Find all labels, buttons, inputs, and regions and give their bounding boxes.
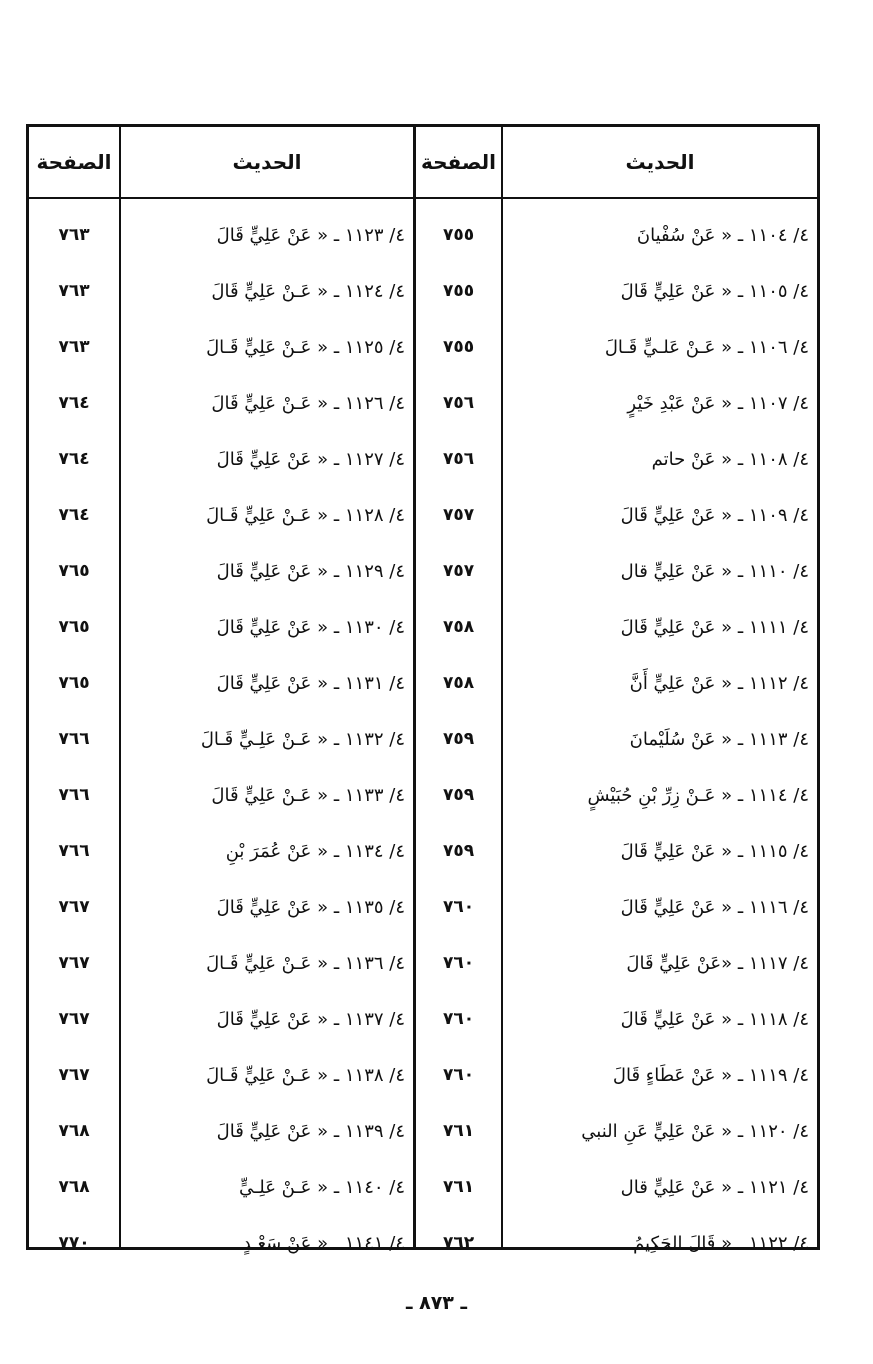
- right-page-cell: ٧٥٦: [442, 449, 475, 469]
- left-page-cell: ٧٦٧: [58, 897, 90, 917]
- table-row: [29, 1047, 817, 1103]
- left-page-cell: ٧٦٧: [58, 953, 90, 973]
- left-page-cell: ٧٧٠: [58, 1233, 90, 1253]
- index-table: [26, 124, 820, 1254]
- left-hadith-cell: ٤/ ١١٣٥ ـ « عَنْ عَلِيٍّ قَالَ: [216, 896, 405, 918]
- left-hadith-cell: ٤/ ١١٣٣ ـ « عَـنْ عَلِيٍّ قَالَ: [211, 784, 405, 806]
- left-page-cell: ٧٦٥: [58, 673, 90, 693]
- left-page-cell: ٧٦٣: [58, 337, 90, 357]
- table-row: [29, 1215, 817, 1271]
- left-hadith-cell: ٤/ ١١٣٦ ـ « عَـنْ عَلِيٍّ قَـالَ: [206, 952, 405, 974]
- left-hadith-cell: ٤/ ١١٢٣ ـ « عَنْ عَلِيٍّ قَالَ: [216, 224, 405, 246]
- left-page-cell: ٧٦٨: [58, 1121, 90, 1141]
- table-row: [29, 599, 817, 655]
- left-hadith-cell: ٤/ ١١٣٧ ـ « عَنْ عَلِيٍّ قَالَ: [216, 1008, 405, 1030]
- right-page-cell: ٧٦١: [442, 1177, 475, 1197]
- left-hadith-cell: ٤/ ١١٢٨ ـ « عَـنْ عَلِيٍّ قَـالَ: [206, 504, 405, 526]
- page-number: ـ ٨٧٣ ـ: [405, 1292, 467, 1314]
- table-row: [29, 543, 817, 599]
- right-hadith-cell: ٤/ ١١١٣ ـ « عَنْ سُلَيْمانَ: [629, 728, 809, 750]
- right-hadith-cell: ٤/ ١١٢٢ ـ « قَالَ الحَكِيمُ: [633, 1232, 809, 1254]
- table-row: [29, 711, 817, 767]
- left-page-cell: ٧٦٤: [58, 393, 90, 413]
- right-page-cell: ٧٦٢: [442, 1233, 475, 1253]
- right-page-cell: ٧٥٧: [442, 561, 475, 581]
- left-page-cell: ٧٦٤: [58, 505, 90, 525]
- header-page-left: الصفحة: [36, 150, 112, 174]
- right-hadith-cell: ٤/ ١١٠٨ ـ « عَنْ حاتم: [651, 448, 809, 470]
- left-page-cell: ٧٦٦: [58, 841, 90, 861]
- left-page-cell: ٧٦٤: [58, 449, 90, 469]
- right-page-cell: ٧٥٨: [442, 673, 475, 693]
- left-hadith-cell: ٤/ ١١٤٠ ـ « عَـنْ عَلِـيٍّ: [238, 1176, 405, 1198]
- right-hadith-cell: ٤/ ١١١٥ ـ « عَنْ عَلِيٍّ قَالَ: [620, 840, 809, 862]
- right-hadith-cell: ٤/ ١١٠٥ ـ « عَنْ عَلِيٍّ قَالَ: [620, 280, 809, 302]
- right-hadith-cell: ٤/ ١١١٠ ـ « عَنْ عَلِيٍّ قال: [620, 560, 809, 582]
- right-page-cell: ٧٥٩: [442, 729, 475, 749]
- table-row: [29, 767, 817, 823]
- header-hadith-left: الحديث: [232, 150, 302, 174]
- right-page-cell: ٧٥٩: [442, 841, 475, 861]
- right-hadith-cell: ٤/ ١١١١ ـ « عَنْ عَلِيٍّ قَالَ: [620, 616, 809, 638]
- right-page-cell: ٧٦٠: [442, 1009, 475, 1029]
- right-page-cell: ٧٥٥: [442, 281, 475, 301]
- right-page-cell: ٧٥٩: [442, 785, 475, 805]
- table-row: [29, 431, 817, 487]
- right-page-cell: ٧٥٥: [442, 337, 475, 357]
- right-hadith-cell: ٤/ ١١١٨ ـ « عَنْ عَلِيٍّ قَالَ: [620, 1008, 809, 1030]
- right-page-cell: ٧٥٥: [442, 225, 475, 245]
- table-row: [29, 935, 817, 991]
- right-hadith-cell: ٤/ ١١١٢ ـ « عَنْ عَلِيٍّ أَنَّ: [629, 672, 809, 694]
- left-hadith-cell: ٤/ ١١٤١ ـ « عَنْ سَعْـدٍ: [242, 1232, 405, 1254]
- left-hadith-cell: ٤/ ١١٣٠ ـ « عَنْ عَلِيٍّ قَالَ: [216, 616, 405, 638]
- right-hadith-cell: ٤/ ١١٢٠ ـ « عَنْ عَلِيٍّ عَنِ النبي: [581, 1120, 809, 1142]
- right-page-cell: ٧٥٨: [442, 617, 475, 637]
- right-hadith-cell: ٤/ ١١١٦ ـ « عَنْ عَلِيٍّ قَالَ: [620, 896, 809, 918]
- left-page-cell: ٧٦٨: [58, 1177, 90, 1197]
- left-page-cell: ٧٦٦: [58, 785, 90, 805]
- right-hadith-cell: ٤/ ١١٢١ ـ « عَنْ عَلِيٍّ قال: [620, 1176, 809, 1198]
- left-page-cell: ٧٦٧: [58, 1065, 90, 1085]
- left-page-cell: ٧٦٧: [58, 1009, 90, 1029]
- table-row: [29, 319, 817, 375]
- right-page-cell: ٧٥٧: [442, 505, 475, 525]
- right-hadith-cell: ٤/ ١١٠٧ ـ « عَنْ عَبْدِ خَيْرٍ: [627, 392, 809, 414]
- right-page-cell: ٧٦٠: [442, 897, 475, 917]
- right-hadith-cell: ٤/ ١١١٩ ـ « عَنْ عَطَاءٍ قَالَ: [612, 1064, 809, 1086]
- right-hadith-cell: ٤/ ١١٠٤ ـ « عَنْ سُفْيانَ: [636, 224, 809, 246]
- table-row: [29, 879, 817, 935]
- table-row: [29, 263, 817, 319]
- table-row: [29, 1159, 817, 1215]
- table-row: [29, 1103, 817, 1159]
- left-page-cell: ٧٦٥: [58, 617, 90, 637]
- table-row: [29, 991, 817, 1047]
- right-hadith-cell: ٤/ ١١٠٦ ـ « عَـنْ عَلـيٍّ قَـالَ: [604, 336, 809, 358]
- left-hadith-cell: ٤/ ١١٢٤ ـ « عَـنْ عَلِيٍّ قَالَ: [211, 280, 405, 302]
- table-row: [29, 487, 817, 543]
- right-page-cell: ٧٦٠: [442, 1065, 475, 1085]
- right-hadith-cell: ٤/ ١١٠٩ ـ « عَنْ عَلِيٍّ قَالَ: [620, 504, 809, 526]
- table-row: [29, 655, 817, 711]
- table-row: [29, 375, 817, 431]
- left-hadith-cell: ٤/ ١١٢٩ ـ « عَنْ عَلِيٍّ قَالَ: [216, 560, 405, 582]
- right-page-cell: ٧٦٠: [442, 953, 475, 973]
- header-page-right: الصفحة: [421, 150, 497, 174]
- left-hadith-cell: ٤/ ١١٢٧ ـ « عَنْ عَلِيٍّ قَالَ: [216, 448, 405, 470]
- right-page-cell: ٧٥٦: [442, 393, 475, 413]
- left-hadith-cell: ٤/ ١١٣٩ ـ « عَنْ عَلِيٍّ قَالَ: [216, 1120, 405, 1142]
- left-hadith-cell: ٤/ ١١٣١ ـ « عَنْ عَلِيٍّ قَالَ: [216, 672, 405, 694]
- left-hadith-cell: ٤/ ١١٣٢ ـ « عَـنْ عَلِـيٍّ قَـالَ: [200, 728, 405, 750]
- left-hadith-cell: ٤/ ١١٢٦ ـ « عَـنْ عَلِيٍّ قَالَ: [211, 392, 405, 414]
- right-hadith-cell: ٤/ ١١١٧ ـ «عَنْ عَلِيٍّ قَالَ: [626, 952, 809, 974]
- right-hadith-cell: ٤/ ١١١٤ ـ « عَـنْ زِرِّ بْنِ حُبَيْشٍ: [587, 784, 809, 806]
- left-hadith-cell: ٤/ ١١٣٤ ـ « عَنْ عُمَرَ بْنِ: [225, 840, 405, 862]
- table-row: [29, 823, 817, 879]
- left-page-cell: ٧٦٦: [58, 729, 90, 749]
- table-row: [29, 207, 817, 263]
- header-hadith-right: الحديث: [625, 150, 695, 174]
- left-hadith-cell: ٤/ ١١٣٨ ـ « عَـنْ عَلِيٍّ قَـالَ: [206, 1064, 405, 1086]
- left-hadith-cell: ٤/ ١١٢٥ ـ « عَـنْ عَلِيٍّ قَـالَ: [206, 336, 405, 358]
- header-rule: [29, 197, 817, 199]
- left-page-cell: ٧٦٣: [58, 225, 90, 245]
- right-page-cell: ٧٦١: [442, 1121, 475, 1141]
- left-page-cell: ٧٦٣: [58, 281, 90, 301]
- left-page-cell: ٧٦٥: [58, 561, 90, 581]
